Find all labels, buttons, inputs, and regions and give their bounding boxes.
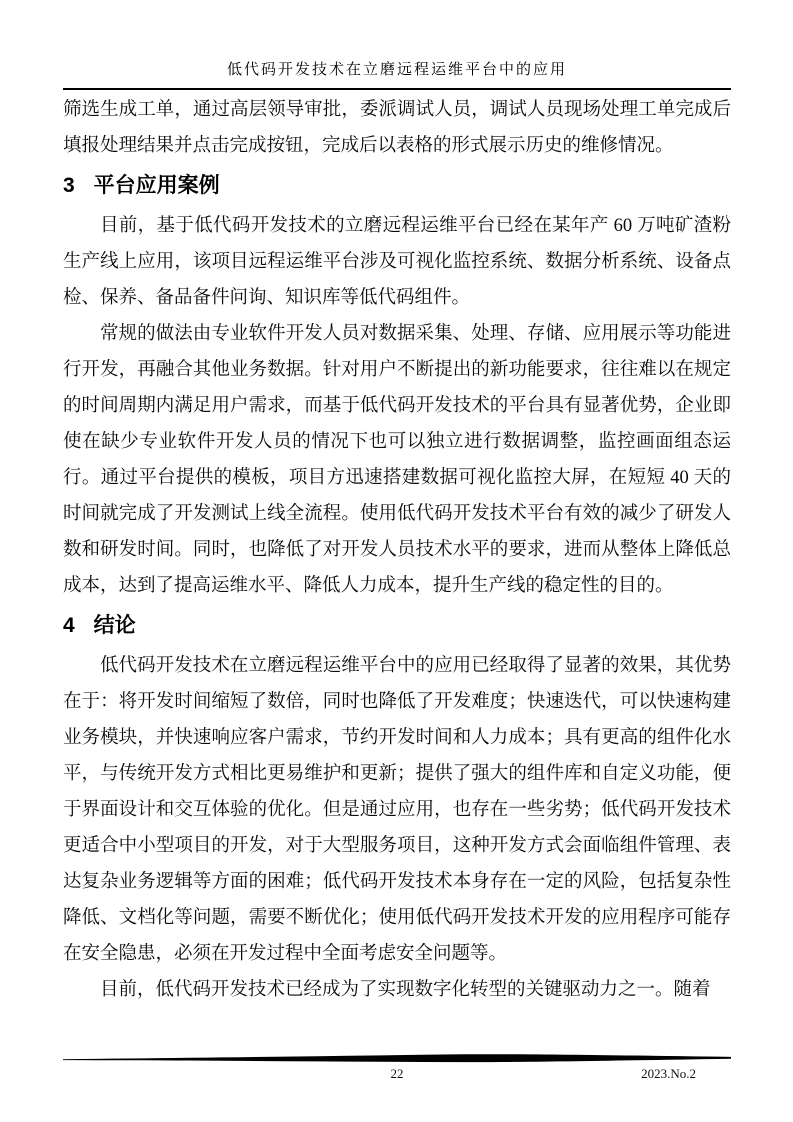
paragraph: 常规的做法由专业软件开发人员对数据采集、处理、存储、应用展示等功能进行开发，再融合其他业务数据。针对用户不断提出的新功能要求，往往难以在规定的时间周期内满足用户需求，而基于低代码开发技术的平台具有显著优势，企业即使在缺少专业软件开发人员的情况下也可以独立进行数据调整，监控画面组态运行。通过平台提供的模板，项目方迅速搭建数据可视化监控大屏，在短短 40 天的时间就完成了开发测试上线全流程。使用低代码开发技术平台有效的减少了研发人数和研发时间。同时，也降低了对开发人员技术水平的要求，进而从整体上降低总成本，达到了提高运维水平、降低人力成本，提升生产线的稳定性的目的。	[63, 324, 731, 596]
page-footer	[63, 1066, 731, 1084]
page-body	[63, 90, 731, 1008]
issue-label: 2023.No.2	[641, 1066, 696, 1081]
section-heading-4	[63, 608, 731, 644]
section-number: 4	[63, 614, 75, 637]
section-heading-3	[63, 168, 731, 204]
paragraph: 低代码开发技术在立磨远程运维平台中的应用已经取得了显著的效果，其优势在于：将开发时间缩短了数倍，同时也降低了开发难度；快速迭代，可以快速构建业务模块，并快速响应客户需求，节约开发时间和人力成本；具有更高的组件化水平，与传统开发方式相比更易维护和更新；提供了强大的组件库和自定义功能，便于界面设计和交互体验的优化。但是通过应用，也存在一些劣势；低代码开发技术更适合中小型项目的开发，对于大型服务项目，这种开发方式会面临组件管理、表达复杂业务逻辑等方面的困难；低代码开发技术本身存在一定的风险，包括复杂性降低、文档化等问题，需要不断优化；使用低代码开发技术开发的应用程序可能存在安全隐患，必须在开发过程中全面考虑安全问题等。	[63, 656, 731, 964]
footer-divider-bar	[63, 1053, 731, 1063]
paragraph: 目前，低代码开发技术已经成为了实现数字化转型的关键驱动力之一。随着	[100, 980, 711, 1000]
tapered-brush-rule	[63, 1053, 731, 1063]
section-title: 结论	[93, 614, 136, 637]
page-number: 22	[390, 1066, 404, 1081]
paragraph-continued: 筛选生成工单，通过高层领导审批，委派调试人员，调试人员现场处理工单完成后填报处理结果并点击完成按钮，完成后以表格的形式展示历史的维修情况。	[63, 100, 731, 156]
section-title: 平台应用案例	[93, 174, 220, 197]
paragraph: 目前，基于低代码开发技术的立磨远程运维平台已经在某年产 60 万吨矿渣粉生产线上应用，该项目远程运维平台涉及可视化监控系统、数据分析系统、设备点检、保养、备品备件问询、知识库等低代码组件。	[63, 216, 731, 308]
section-number: 3	[63, 174, 75, 197]
page-content	[63, 58, 731, 1008]
running-header-title: 低代码开发技术在立磨远程运维平台中的应用	[63, 58, 731, 90]
